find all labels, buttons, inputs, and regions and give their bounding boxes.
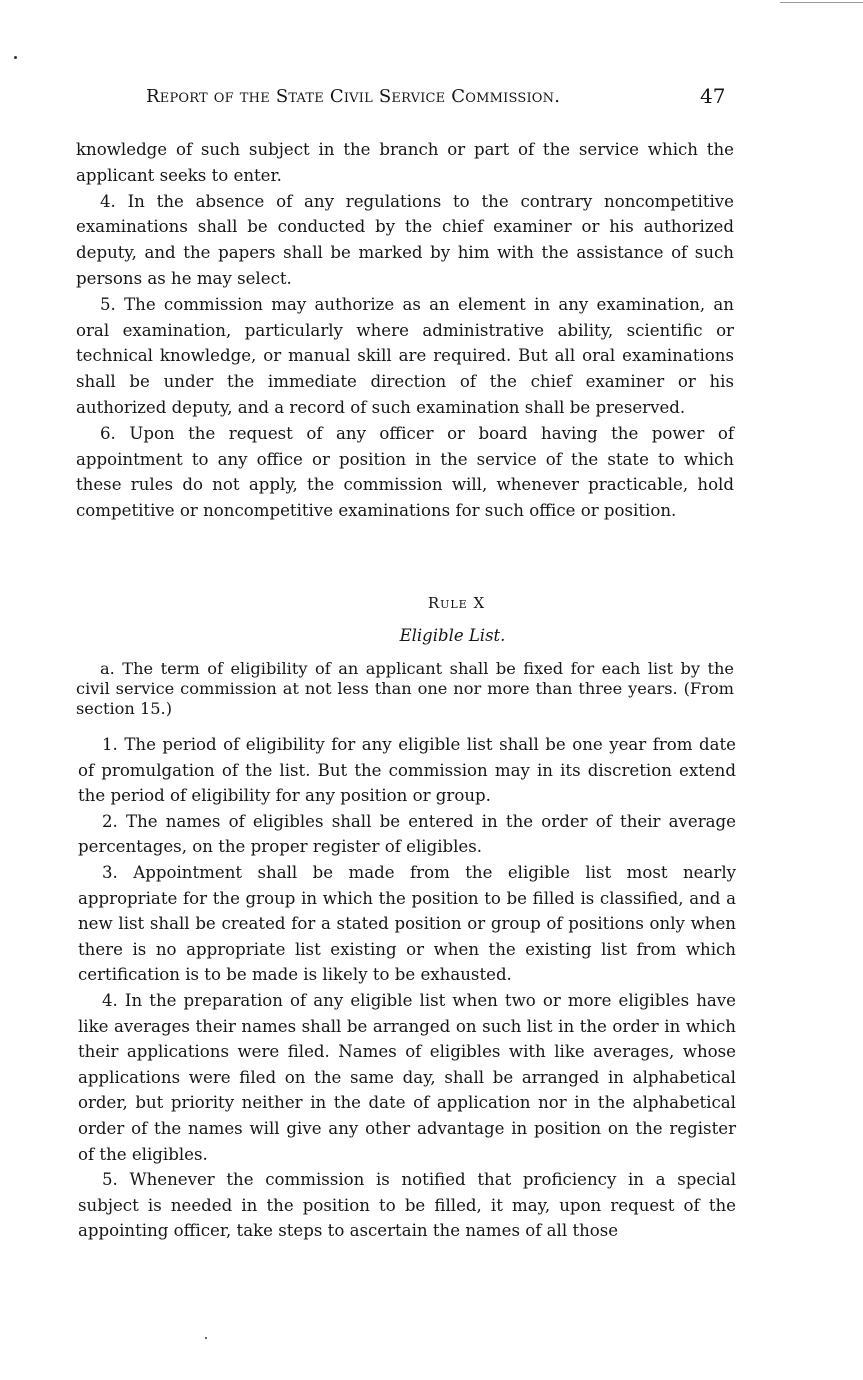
scan-speck xyxy=(14,56,17,59)
rule-paragraph-4: 4. In the preparation of any eligible list when two or more eligibles have like averages their names shall be arranged on such list in the order in which their applications were filed. Names of eligibles with like averages, whose applications were filed on the same day, shall be arranged in alphabetical order, but priority neither in the date of application nor in the alphabetical order of the names will give any other advantage in position on the register of the eligibles. xyxy=(78,990,736,1164)
paragraph-4: 4. In the absence of any regulations to the contrary noncompetitive examinations shall be conducted by the chief examiner or his authorized deputy, and the papers shall be marked by him with the assistance of such persons as he may select. xyxy=(76,191,734,288)
rule-heading: Rule X xyxy=(427,594,486,612)
statute-paragraph: a. The term of eligibility of an applicant shall be fixed for each list by the civil service commission at not less than one nor more than three years. (From section 15.) xyxy=(76,659,734,718)
rule-paragraph-1: 1. The period of eligibility for any eligible list shall be one year from date of promulgation of the list. But the commission may in its discretion extend the period of eligibility for any position or group. xyxy=(78,735,736,806)
intro-section xyxy=(76,137,734,524)
rule-paragraph-2: 2. The names of eligibles shall be entered in the order of their average percentages, on the proper register of eligibles. xyxy=(78,811,736,857)
page-number: 47 xyxy=(700,84,726,108)
rule-paragraph-3: 3. Appointment shall be made from the eligible list most nearly appropriate for the group in which the position to be filled is classified, and a new list shall be created for a stated position or group of positions only when there is no appropriate list existing or when the existing list from which certification is to be made is likely to be exhausted. xyxy=(78,862,736,985)
scan-speck xyxy=(205,1337,207,1339)
rule-subheading: Eligible List. xyxy=(399,626,506,645)
paragraph-6: 6. Upon the request of any officer or board having the power of appointment to any office or position in the service of the state to which these rules do not apply, the commission will, whenever practicable, hold competitive or noncompetitive examinations for such office or position. xyxy=(76,423,734,521)
running-header xyxy=(146,86,726,114)
rule-section xyxy=(78,732,736,1244)
rule-paragraph-5: 5. Whenever the commission is notified that proficiency in a special subject is needed in the position to be filled, it may, upon request of the appointing officer, take steps to ascertain the names of all those xyxy=(78,1170,736,1241)
scan-edge-line xyxy=(780,2,863,3)
paragraph-5: 5. The commission may authorize as an element in any examination, an oral examination, particularly where administrative ability, scientific or technical knowledge, or manual skill are required. But all oral examinations shall be under the immediate direction of the chief examiner or his authorized deputy, and a record of such examination shall be preserved. xyxy=(76,294,734,417)
running-header-title: Report of the State Civil Service Commission. xyxy=(146,86,561,107)
statute-quote xyxy=(76,659,734,718)
continuation-paragraph: knowledge of such subject in the branch or part of the service which the applicant seeks to enter. xyxy=(76,140,734,185)
